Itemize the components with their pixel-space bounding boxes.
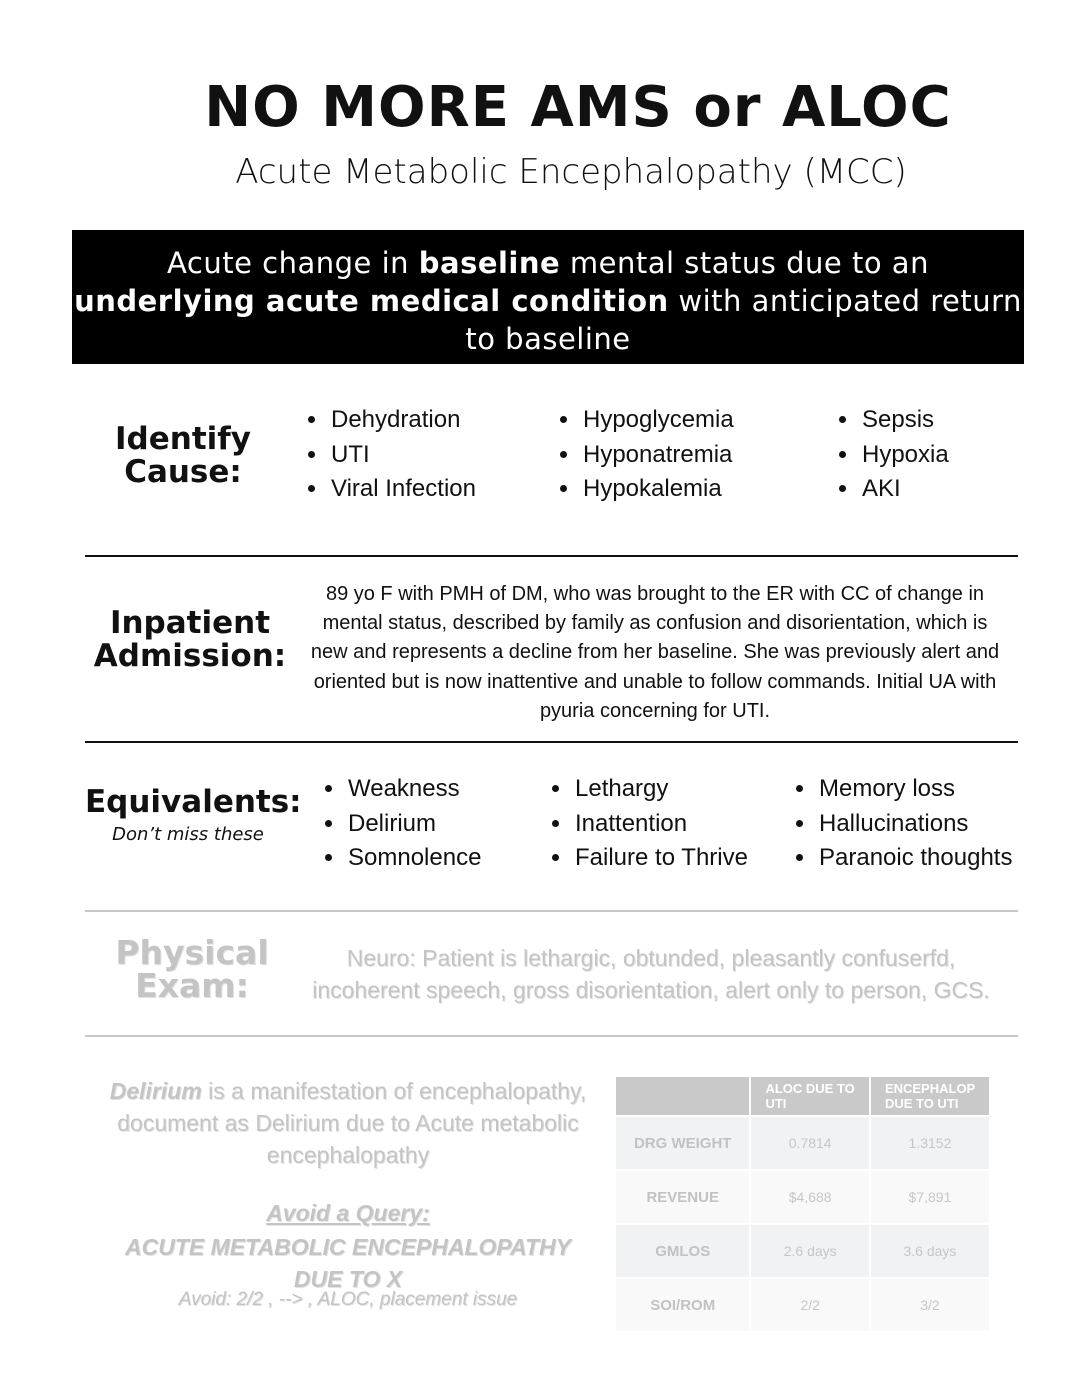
table-header: ENCEPHALOP DUE TO UTI [870, 1077, 990, 1116]
list-item: • Delirium [346, 807, 481, 842]
row-label: REVENUE [616, 1170, 750, 1224]
equivalents-list-1 [322, 772, 481, 876]
physical-exam-text [300, 942, 1002, 1006]
table-cell: 2.6 days [750, 1224, 870, 1278]
list-item: • Hyponatremia [581, 438, 734, 473]
table-cell: 2/2 [750, 1278, 870, 1331]
identify-cause-label [85, 423, 281, 489]
table-cell: 3/2 [870, 1278, 990, 1331]
table-row [616, 1224, 990, 1278]
page-subtitle: Acute Metabolic Encephalopathy (MCC) [235, 152, 907, 192]
definition-text: Acute change in [167, 246, 419, 280]
table-cell: 3.6 days [870, 1224, 990, 1278]
table-header [616, 1077, 750, 1116]
page-title: NO MORE AMS or ALOC [204, 75, 952, 140]
list-item: • Paranoic thoughts [817, 841, 1012, 876]
list-item: • Sepsis [860, 403, 949, 438]
list-item: • Inattention [573, 807, 748, 842]
exam-line: incoherent speech, gross disorientation, alert only to person, GCS. [312, 977, 990, 1003]
delirium-text: is a manifestation of encephalopathy, document as Delirium due to Acute metabolic encephalopathy [117, 1078, 587, 1168]
row-label: SOI/ROM [616, 1278, 750, 1331]
physical-exam-label [92, 933, 292, 1005]
list-item: • Hallucinations [817, 807, 1012, 842]
list-item: • Viral Infection [329, 472, 476, 507]
definition-text: mental status due to an [560, 246, 929, 280]
equivalents-list-2 [549, 772, 748, 876]
exam-line: Neuro: Patient is lethargic, obtunded, pleasantly confuserfd, [346, 945, 956, 971]
cause-list-3 [836, 403, 949, 507]
label-line: Physical [115, 933, 269, 972]
label-line: Cause: [124, 454, 242, 490]
list-item: • Hypoglycemia [581, 403, 734, 438]
list-item: • AKI [860, 472, 949, 507]
table-row [616, 1170, 990, 1224]
table-row [616, 1278, 990, 1331]
definition-bold: underlying acute medical condition [74, 284, 669, 318]
admission-example-text: 89 yo F with PMH of DM, who was brought to the ER with CC of change in mental status, described by family as confusion and disorientation, which is new and represents a decline from her baseline. She was previously alert and oriented but is now inattentive and unable to follow commands. Initial UA with pyuria concerning for UTI. [310, 583, 1000, 722]
equivalents-label: Equivalents: [85, 784, 302, 820]
divider [85, 741, 1018, 743]
list-item: • Hypokalemia [581, 472, 734, 507]
delirium-bold: Delirium [109, 1078, 202, 1104]
divider [85, 555, 1018, 557]
avoid-query-heading: Avoid a Query: [266, 1200, 430, 1226]
table-header: ALOC DUE TO UTI [750, 1077, 870, 1116]
list-item: • Lethargy [573, 772, 748, 807]
drg-comparison-table [616, 1077, 991, 1331]
equivalents-list-3 [793, 772, 1012, 876]
list-item: • UTI [329, 438, 476, 473]
row-label: GMLOS [616, 1224, 750, 1278]
label-line: Admission: [93, 638, 287, 674]
definition-banner [72, 230, 1024, 364]
list-item: • Hypoxia [860, 438, 949, 473]
row-label: DRG WEIGHT [616, 1116, 750, 1170]
list-item: • Dehydration [329, 403, 476, 438]
list-item: • Memory loss [817, 772, 1012, 807]
list-item: • Failure to Thrive [573, 841, 748, 876]
table-header-row [616, 1077, 990, 1116]
list-item: • Weakness [346, 772, 481, 807]
definition-text: with anticipated return to baseline [465, 284, 1022, 356]
avoid-query-diagnosis: ACUTE METABOLIC ENCEPHALOPATHY DUE TO X [125, 1234, 571, 1292]
divider [85, 910, 1018, 912]
table-cell: $7,891 [870, 1170, 990, 1224]
table-cell: $4,688 [750, 1170, 870, 1224]
cause-list-2 [557, 403, 734, 507]
cause-list-1 [305, 403, 476, 507]
table-row [616, 1116, 990, 1170]
inpatient-admission-label [85, 607, 295, 673]
table-cell: 1.3152 [870, 1116, 990, 1170]
label-line: Identify [115, 421, 251, 457]
table-cell: 0.7814 [750, 1116, 870, 1170]
label-line: Exam: [135, 966, 249, 1005]
list-item: • Somnolence [346, 841, 481, 876]
divider [85, 1035, 1018, 1037]
equivalents-sublabel: Don’t miss these [112, 824, 264, 845]
avoid-list: Avoid: 2/2 , --> , ALOC, placement issue [178, 1289, 518, 1310]
delirium-note [100, 1075, 596, 1171]
definition-bold: baseline [418, 246, 561, 280]
label-line: Inpatient [109, 605, 271, 641]
